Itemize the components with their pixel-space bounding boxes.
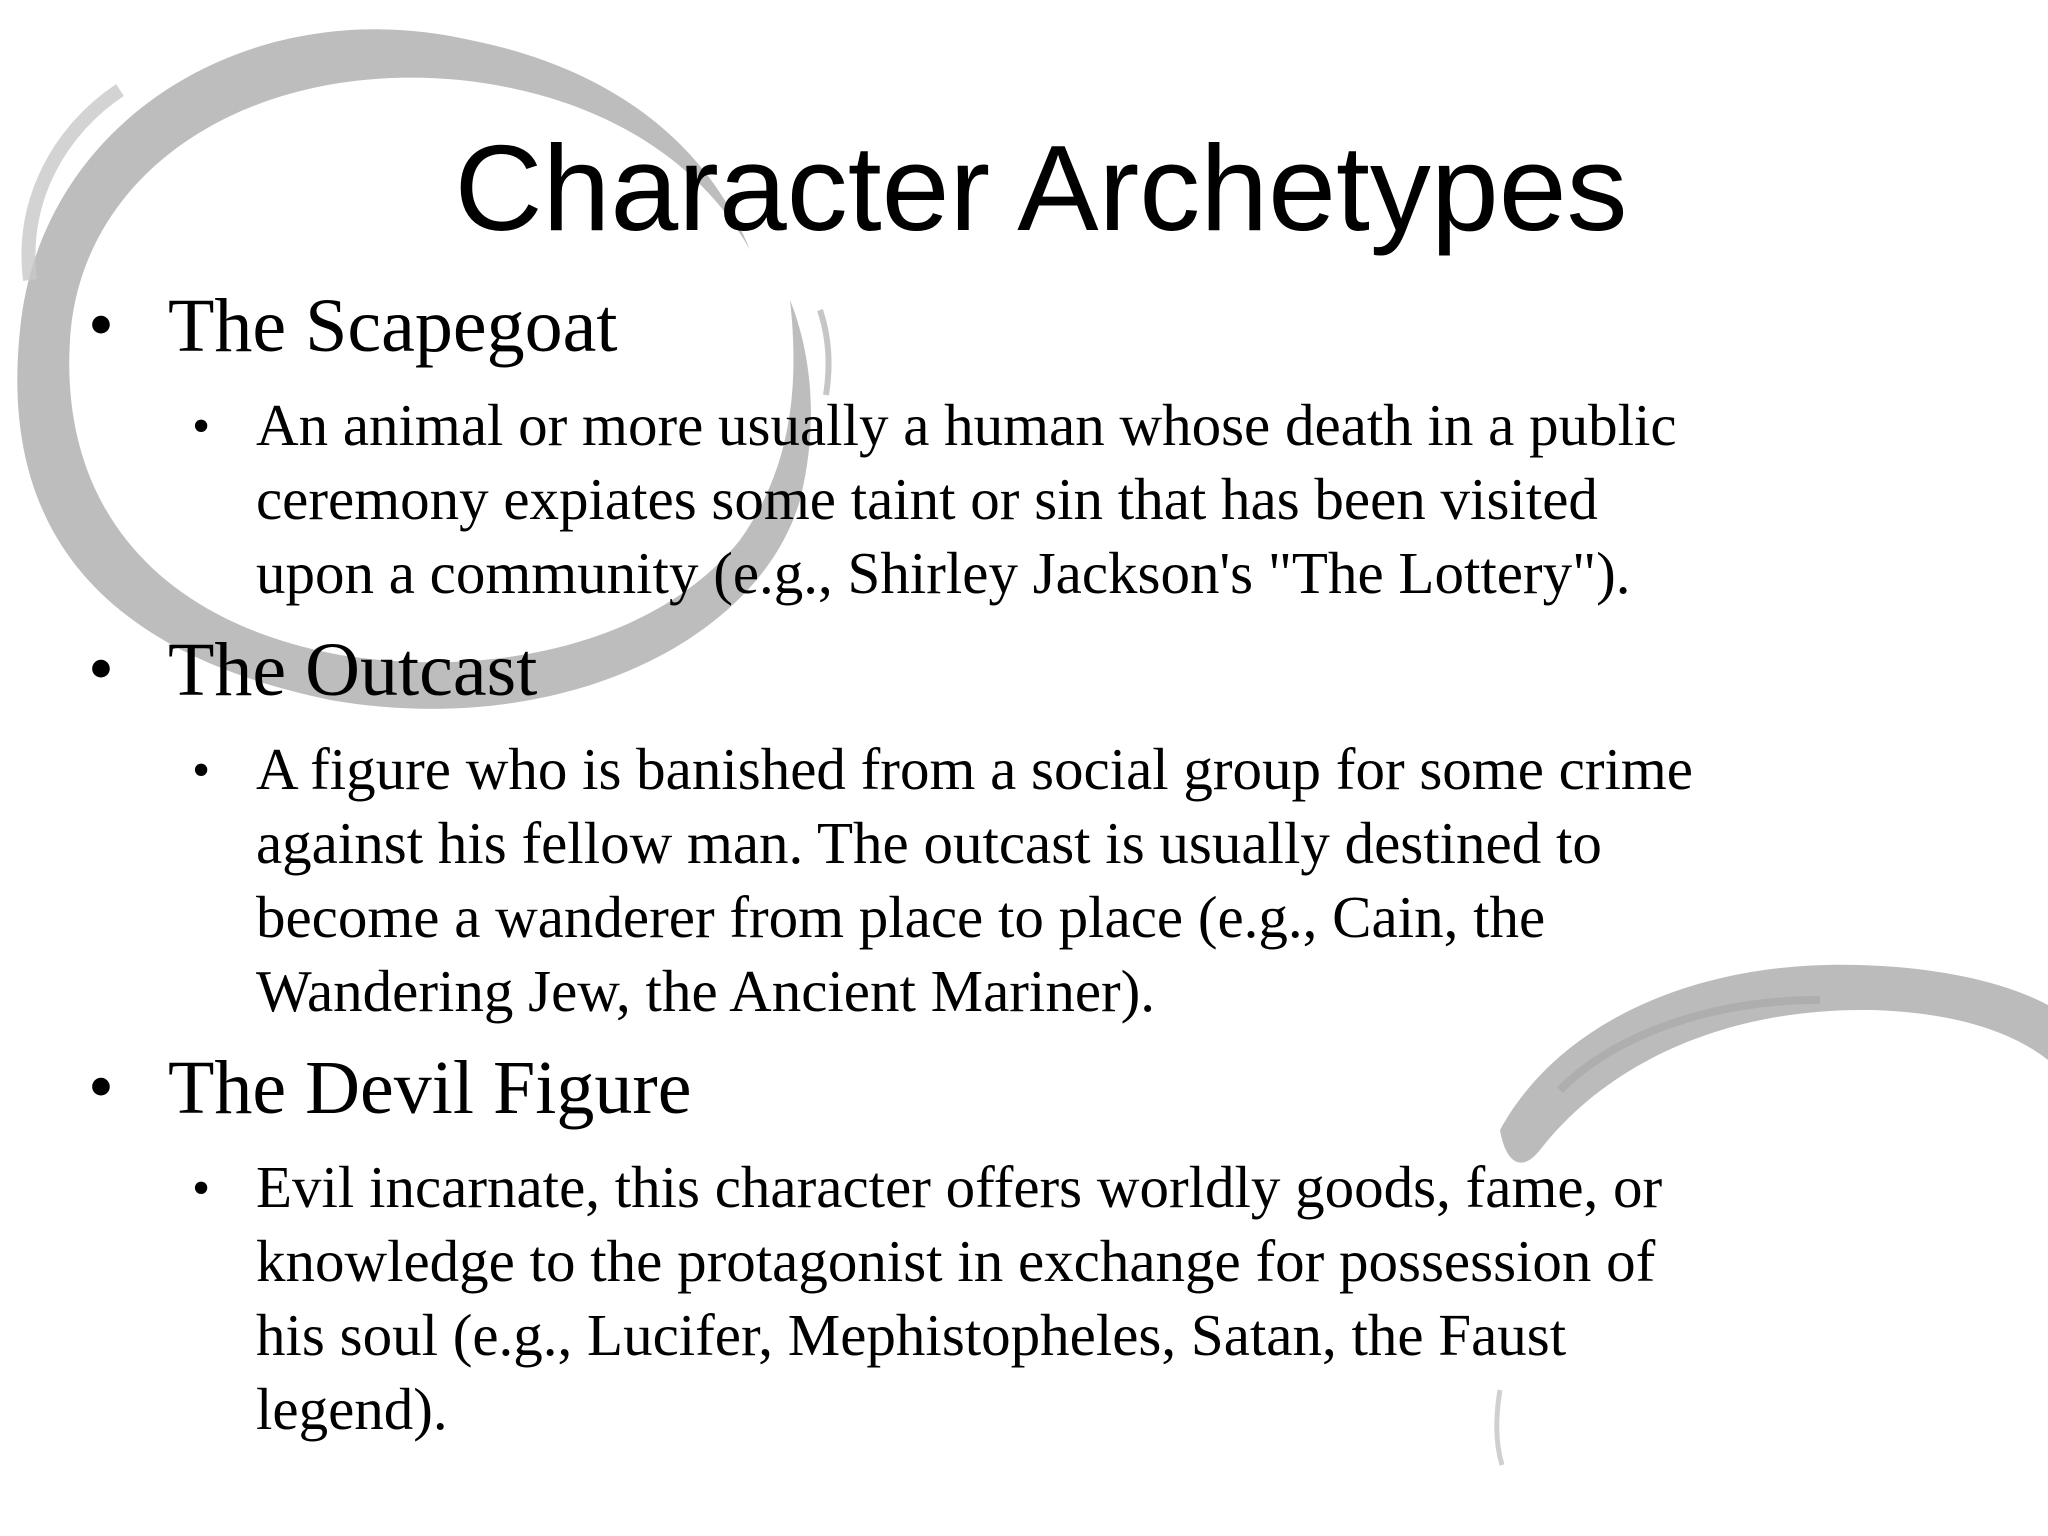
sub-bullet-icon: • <box>192 742 211 799</box>
archetype-heading: The Outcast <box>168 628 538 712</box>
sub-bullet-icon: • <box>192 398 211 455</box>
archetype-description: A figure who is banished from a social group for some crime against his fellow man. The outcast is usually destined to become a wanderer from place to place (e.g., Cain, the Wandering Jew, the Ancient Mariner). <box>256 736 1693 1024</box>
bullet-icon: • <box>88 628 114 710</box>
archetype-description: An animal or more usually a human whose death in a public ceremony expiates some taint or sin that has been visited upon a community (e.g., Shirley Jackson's "The Lottery"). <box>256 392 1677 606</box>
archetype-heading: The Scapegoat <box>168 284 618 368</box>
archetype-description: Evil incarnate, this character offers worldly goods, fame, or knowledge to the protagonist in exchange for possession of his soul (e.g., Lucifer, Mephistopheles, Satan, the Faust legend). <box>256 1154 1663 1442</box>
bullet-icon: • <box>88 284 114 366</box>
slide-title: Character Archetypes <box>454 120 1628 256</box>
archetype-heading: The Devil Figure <box>168 1046 692 1130</box>
sub-bullet-icon: • <box>192 1160 211 1217</box>
bullet-icon: • <box>88 1046 114 1128</box>
